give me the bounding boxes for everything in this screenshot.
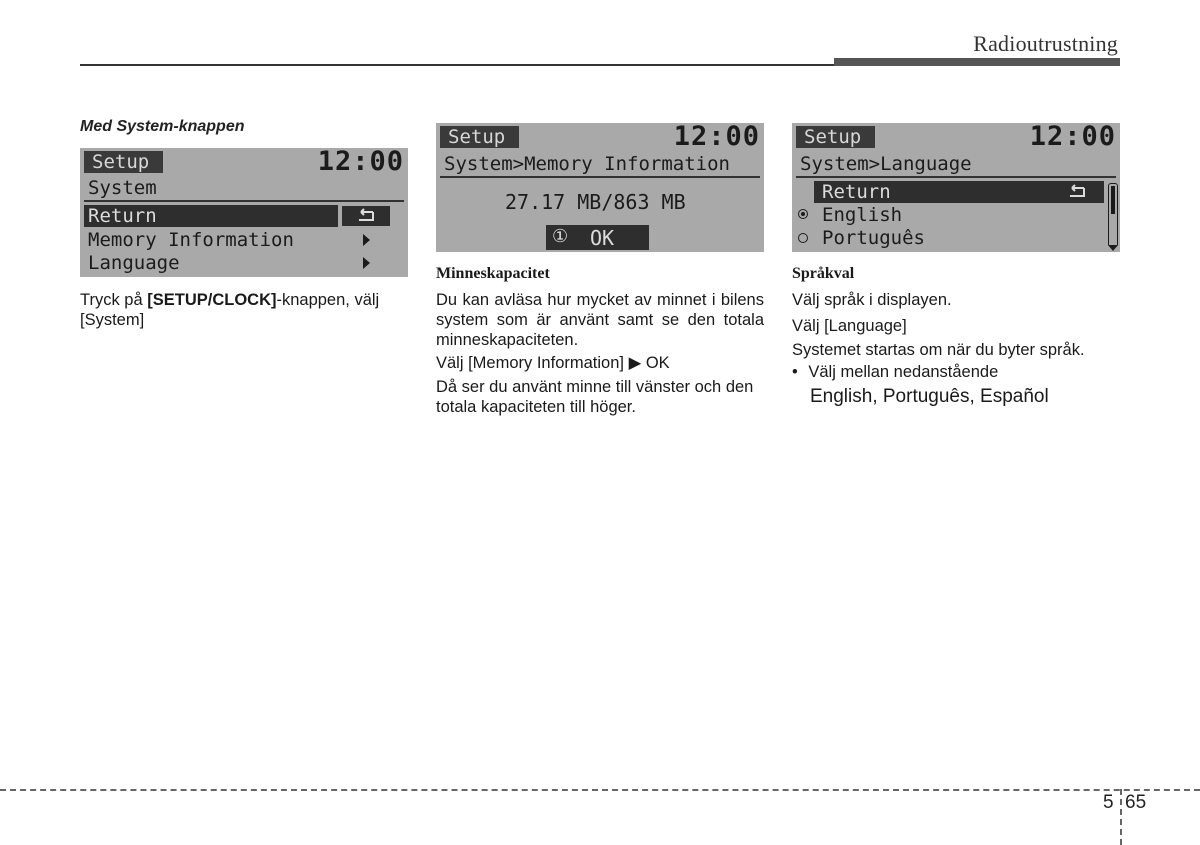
lcd-screen-memory — [436, 123, 764, 252]
lcd-title: System — [88, 177, 157, 199]
lcd-item-english: English — [822, 204, 903, 226]
lcd-setup-label: Setup — [796, 126, 875, 148]
instruction-key: [SETUP/CLOCK] — [147, 291, 277, 309]
lcd-separator — [440, 176, 760, 178]
arrow-right-icon — [363, 234, 370, 246]
section-heading: Minneskapacitet — [436, 265, 550, 282]
radio-empty-icon — [798, 233, 808, 243]
lcd-item-return: Return — [88, 205, 157, 227]
lcd-item-portugues: Português — [822, 227, 925, 249]
radio-selected-icon — [798, 209, 808, 219]
bullet-icon: • — [792, 363, 798, 381]
memory-readout: 27.17 MB/863 MB — [505, 190, 686, 214]
page-number: 65 — [1125, 792, 1147, 813]
paragraph: Välj [Language] — [792, 317, 907, 335]
paragraph — [436, 353, 766, 373]
scroll-down-icon — [1108, 245, 1118, 251]
lcd-title: System>Memory Information — [444, 153, 730, 175]
lcd-clock: 12:00 — [1029, 123, 1116, 152]
return-icon — [1066, 184, 1088, 200]
footer-rule — [0, 789, 1200, 791]
lcd-screen-system — [80, 148, 408, 277]
footer-divider — [1120, 789, 1122, 845]
arrow-right-icon — [363, 257, 370, 269]
lcd-setup-label: Setup — [440, 126, 519, 148]
header-rule-accent — [834, 58, 1120, 66]
lcd-scrollbar-thumb — [1111, 186, 1115, 214]
ok-button — [546, 225, 649, 250]
lcd-item-language: Language — [88, 252, 180, 274]
lcd-item-return: Return — [822, 181, 891, 203]
lcd-title: System>Language — [800, 153, 972, 175]
lcd-scrollbar — [1108, 183, 1118, 247]
instruction-pre: Tryck på — [80, 291, 148, 309]
paragraph: Då ser du använt minne till vänster och den totala kapaciteten till höger. — [436, 378, 754, 416]
ok-label: OK — [590, 226, 615, 250]
paragraph-text: Välj [Memory Information] — [436, 354, 629, 372]
section-heading: Med System-knappen — [80, 118, 245, 135]
header-rule — [80, 64, 840, 66]
language-list: English, Português, Español — [810, 386, 1049, 407]
lcd-item-memory: Memory Information — [88, 229, 294, 251]
chapter-number: 5 — [1103, 792, 1114, 813]
page-header-title: Radioutrustning — [973, 31, 1118, 56]
lcd-clock: 12:00 — [673, 123, 760, 152]
lcd-clock: 12:00 — [317, 148, 404, 177]
instruction-text — [80, 290, 410, 330]
instruction-line2: [System] — [80, 311, 145, 329]
section-heading: Språkval — [792, 265, 855, 282]
bullet-item — [792, 362, 1122, 382]
paragraph: Du kan avläsa hur mycket av minnet i bilens system som är använt samt se den totala minneskapaciteten. — [436, 291, 764, 349]
lcd-separator — [796, 176, 1116, 178]
lcd-separator — [84, 200, 404, 202]
instruction-post: -knappen, välj — [276, 291, 380, 309]
lcd-screen-language — [792, 123, 1120, 252]
info-icon: ① — [552, 226, 569, 247]
paragraph-text: OK — [641, 354, 670, 372]
paragraph: Välj språk i displayen. — [792, 291, 952, 309]
paragraph: Systemet startas om när du byter språk. — [792, 341, 1085, 359]
arrow-right-icon: ▶ — [628, 354, 642, 372]
return-icon — [342, 206, 390, 226]
bullet-text: Välj mellan nedanstående — [808, 363, 999, 381]
lcd-setup-label: Setup — [84, 151, 163, 173]
